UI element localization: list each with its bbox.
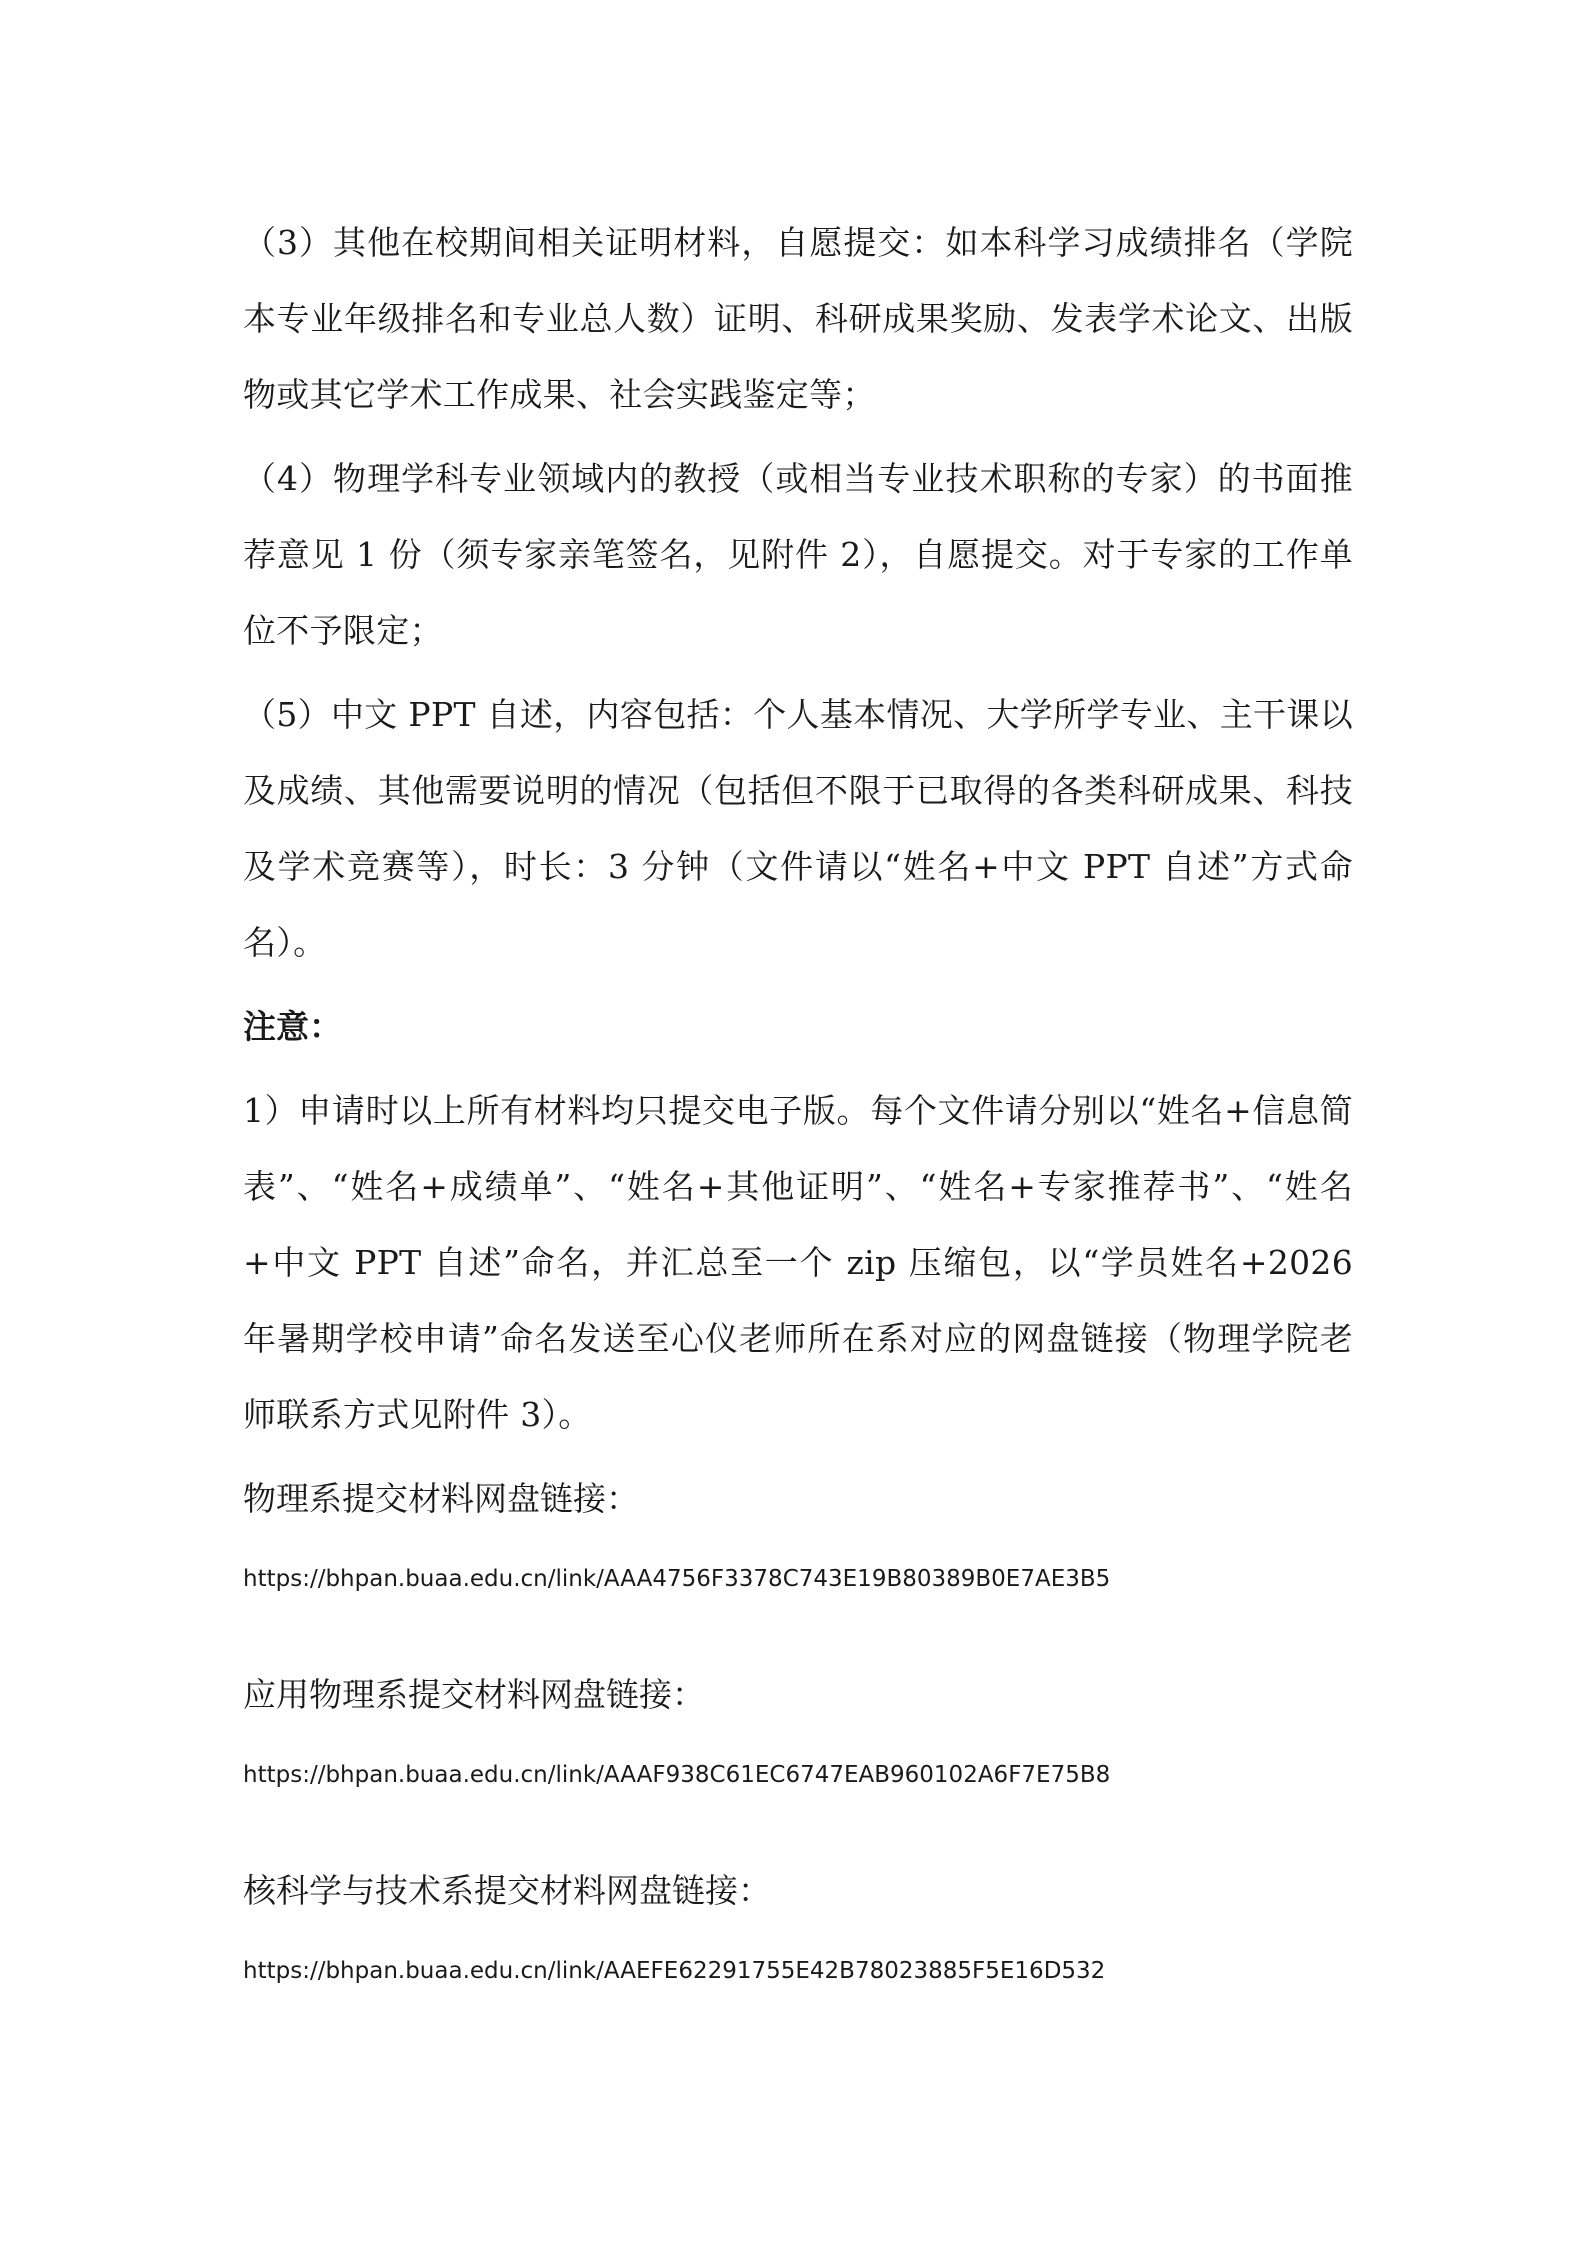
link-url-nuclear-science[interactable]: https://bhpan.buaa.edu.cn/link/AAEFE62291755E42B78023885F5E16D532 bbox=[243, 1958, 1106, 1984]
link-label-nuclear-science: 核科学与技术系提交材料网盘链接： bbox=[243, 1871, 771, 1910]
link-url-applied-physics[interactable]: https://bhpan.buaa.edu.cn/link/AAAF938C61EC6747EAB960102A6F7E75B8 bbox=[243, 1762, 1111, 1788]
paragraph-recommendation: （4）物理学科专业领域内的教授（或相当专业技术职称的专家）的书面推荐意见 1 份（须专家亲笔签名，见附件 2），自愿提交。对于专家的工作单位不予限定； bbox=[243, 459, 1353, 650]
paragraph-ppt-self-intro: （5）中文 PPT 自述，内容包括：个人基本情况、大学所学专业、主干课以及成绩、其他需要说明的情况（包括但不限于已取得的各类科研成果、科技及学术竞赛等），时长：3 分钟（文件请以“姓名+中文 PPT 自述”方式命名）。 bbox=[243, 695, 1353, 962]
document-page bbox=[243, 205, 1353, 2049]
notice-heading: 注意： bbox=[243, 1007, 342, 1046]
link-label-physics: 物理系提交材料网盘链接： bbox=[243, 1479, 639, 1518]
paragraph-other-materials: （3）其他在校期间相关证明材料，自愿提交：如本科学习成绩排名（学院本专业年级排名和专业总人数）证明、科研成果奖励、发表学术论文、出版物或其它学术工作成果、社会实践鉴定等； bbox=[243, 223, 1353, 414]
link-label-applied-physics: 应用物理系提交材料网盘链接： bbox=[243, 1675, 705, 1714]
notice-item-1: 1）申请时以上所有材料均只提交电子版。每个文件请分别以“姓名+信息简表”、“姓名+成绩单”、“姓名+其他证明”、“姓名+专家推荐书”、“姓名+中文 PPT 自述”命名，并汇总至一个 zip 压缩包，以“学员姓名+2026 年暑期学校申请”命名发送至心仪老师所在系对应的网盘链接（物理学院老师联系方式见附件 3）。 bbox=[243, 1091, 1353, 1434]
link-url-physics[interactable]: https://bhpan.buaa.edu.cn/link/AAA4756F3378C743E19B80389B0E7AE3B5 bbox=[243, 1566, 1111, 1592]
